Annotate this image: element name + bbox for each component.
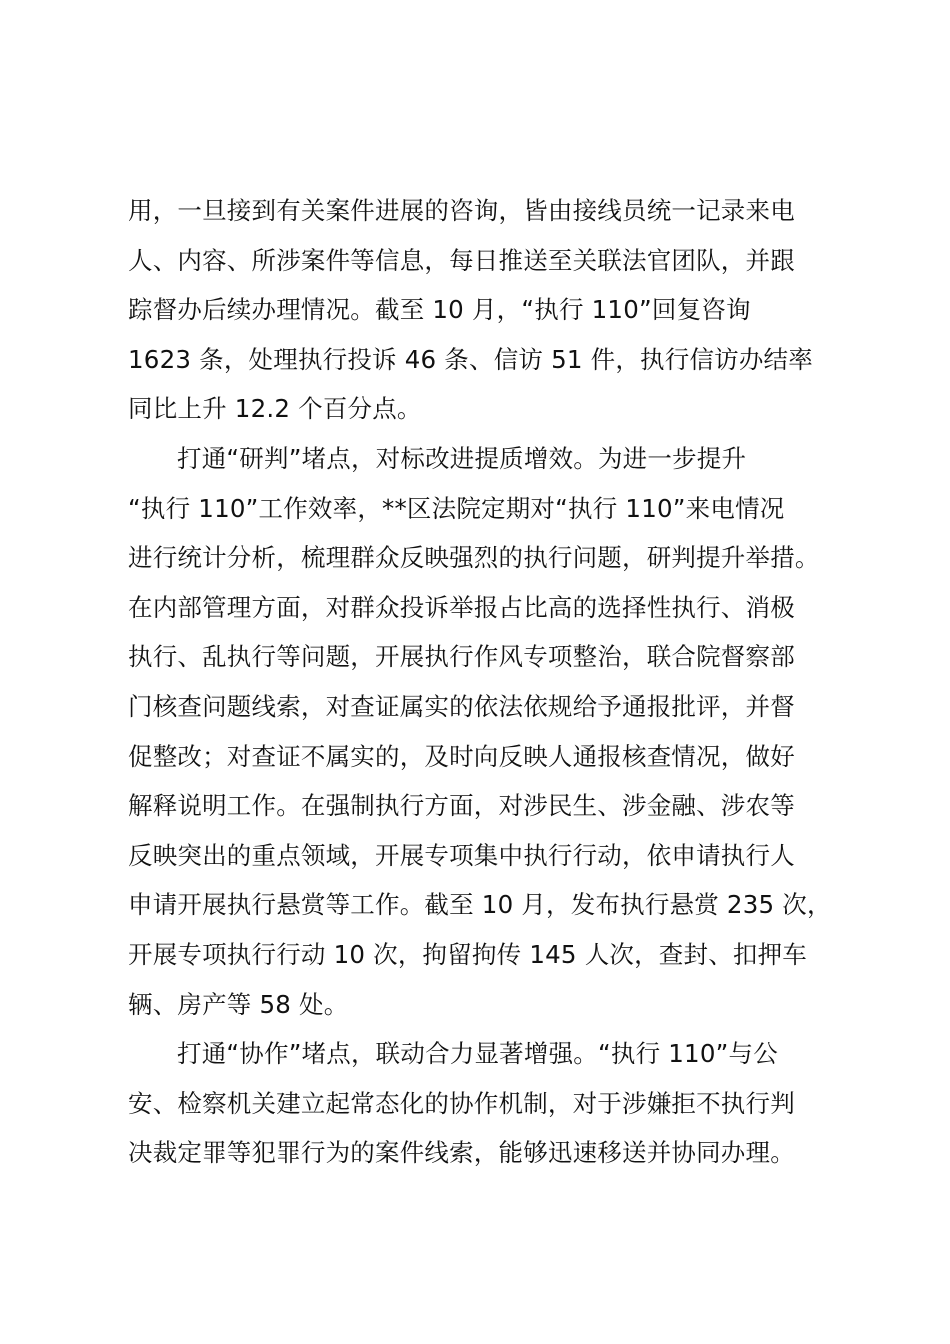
text-line: 同比上升 12.2 个百分点。 — [128, 394, 422, 424]
text-line: 1623 条，处理执行投诉 46 条、信访 51 件，执行信访办结率 — [128, 344, 813, 374]
text-line: “执行 110”工作效率，**区法院定期对“执行 110”来电情况 — [128, 493, 785, 523]
text-line: 促整改；对查证不属实的，及时向反映人通报核查情况，做好 — [128, 741, 795, 771]
text-line: 决裁定罪等犯罪行为的案件线索，能够迅速移送并协同办理。 — [128, 1138, 795, 1168]
text-line: 人、内容、所涉案件等信息，每日推送至关联法官团队，并跟 — [128, 245, 795, 275]
text-line: 开展专项执行行动 10 次，拘留拘传 145 人次，查封、扣押车 — [128, 939, 807, 969]
document-body — [128, 186, 840, 1178]
text-line: 解释说明工作。在强制执行方面，对涉民生、涉金融、涉农等 — [128, 791, 795, 821]
text-line: 在内部管理方面，对群众投诉举报占比高的选择性执行、消极 — [128, 592, 795, 622]
text-line: 申请开展执行悬赏等工作。截至 10 月，发布执行悬赏 235 次， — [128, 890, 832, 920]
text-line: 踪督办后续办理情况。截至 10 月，“执行 110”回复咨询 — [128, 295, 751, 325]
paragraph-start-line: 打通“协作”堵点，联动合力显著增强。“执行 110”与公 — [177, 1039, 778, 1069]
text-line: 进行统计分析，梳理群众反映强烈的执行问题，研判提升举措。 — [128, 543, 820, 573]
text-line: 门核查问题线索，对查证属实的依法依规给予通报批评，并督 — [128, 691, 795, 721]
text-line: 辆、房产等 58 处。 — [128, 989, 349, 1019]
text-line: 用，一旦接到有关案件进展的咨询，皆由接线员统一记录来电 — [128, 196, 795, 225]
text-line: 执行、乱执行等问题，开展执行作风专项整治，联合院督察部 — [128, 642, 795, 672]
text-line: 反映突出的重点领域，开展专项集中执行行动，依申请执行人 — [128, 840, 795, 870]
paragraph-start-line: 打通“研判”堵点，对标改进提质增效。为进一步提升 — [177, 443, 747, 473]
text-line: 安、检察机关建立起常态化的协作机制，对于涉嫌拒不执行判 — [128, 1088, 795, 1118]
